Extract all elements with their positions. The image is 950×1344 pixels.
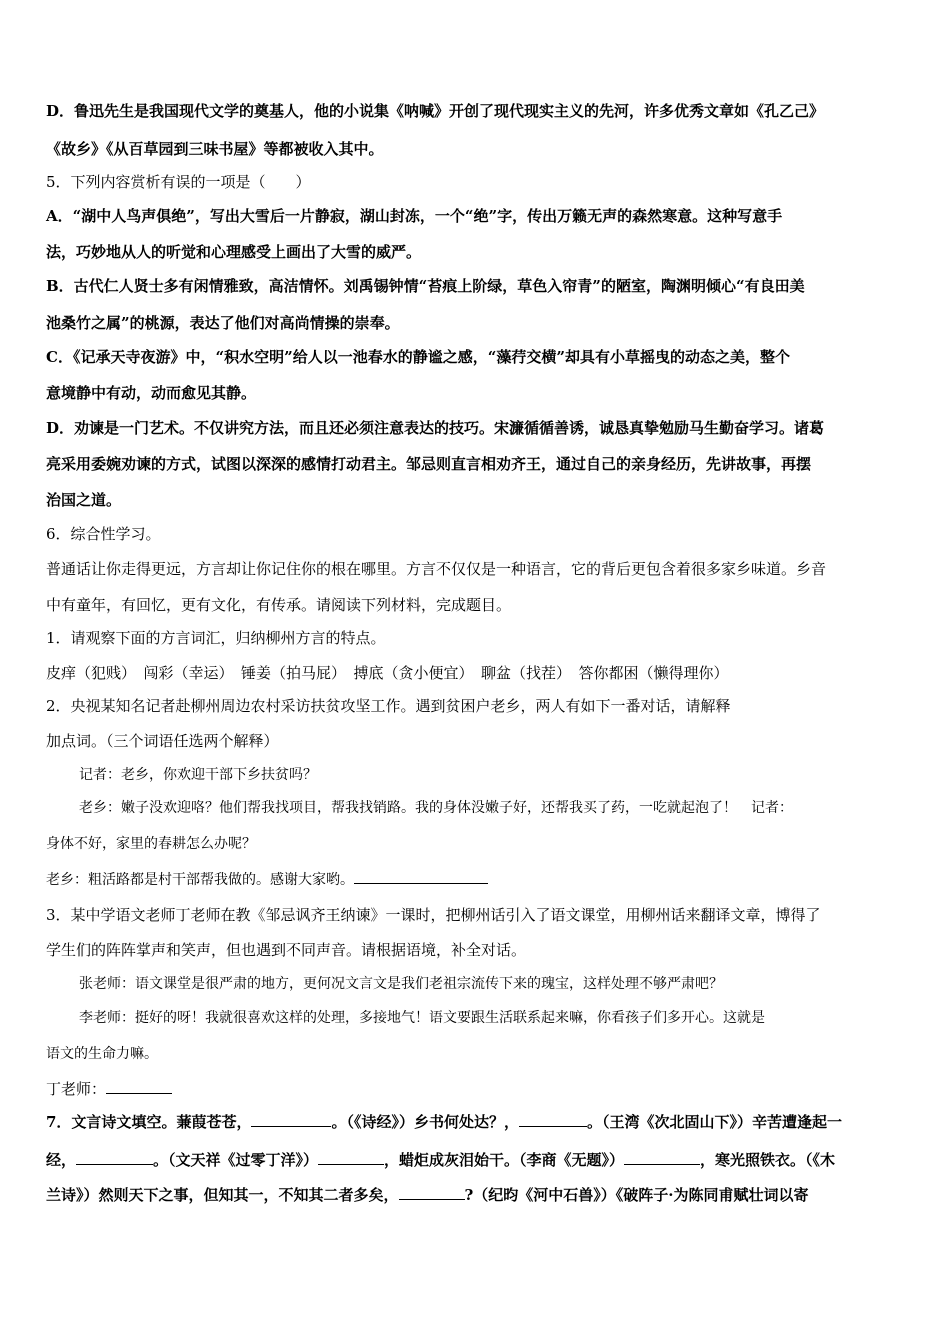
dialogue-villager-1: 老乡：嫩子没欢迎咯？他们帮我找项目，帮我找销路。我的身体没嫩子好，还帮我买了药，一吃就起泡了！ 记者：	[79, 800, 793, 816]
q7-text: 经，	[46, 1151, 77, 1169]
answer-blank[interactable]	[106, 1079, 172, 1094]
q6-sub2-line-2: 加点词。（三个词语任选两个解释）	[46, 732, 279, 750]
q6-sub3-line-1: 3．某中学语文老师丁老师在教《邹忌讽齐王纳谏》一课时，把柳州话引入了语文课堂，用柳州话来翻译文章，博得了	[46, 906, 821, 924]
question-5-title: 5．下列内容赏析有误的一项是（ ）	[46, 173, 311, 191]
q5-option-d-line-2: 亮采用委婉劝谏的方式，试图以深深的感情打动君主。邹忌则直言相劝齐王，通过自己的亲身经历，先讲故事，再摆	[46, 455, 812, 473]
q7-text: ，蜡炬成灰泪始干。（李商《无题》）	[384, 1151, 625, 1169]
q5-option-c-line-1: C．《记承天寺夜游》中，“积水空明”给人以一池春水的静谧之感，“藻荇交横”却具有小草摇曳的动态之美，整个	[46, 348, 790, 366]
q6-dialect-words: 皮痒（犯贱） 闯彩（幸运） 锤姜（拍马屁） 搏底（贪小便宜） 聊盆（找茬） 答你都困（懒得理你）	[46, 664, 729, 682]
option-d-line-1: D．鲁迅先生是我国现代文学的奠基人，他的小说集《呐喊》开创了现代现实主义的先河，许多优秀文章如《孔乙己》	[46, 102, 825, 120]
answer-blank[interactable]	[624, 1150, 700, 1165]
q5-option-d-line-3: 治国之道。	[46, 491, 122, 509]
q5-option-a-line-1: A．“湖中人鸟声俱绝”，写出大雪后一片静寂，湖山封冻，一个“绝”字，传出万籁无声的森然寒意。这种写意手	[46, 207, 783, 225]
q7-text: 。（王湾《次北固山下》）辛苦遭逢起一	[586, 1113, 842, 1131]
answer-blank[interactable]	[318, 1150, 384, 1165]
q5-option-a-line-2: 法，巧妙地从人的听觉和心理感受上画出了大雪的威严。	[46, 243, 422, 261]
q5-option-b-line-1: B．古代仁人贤士多有闲情雅致，高洁情怀。刘禹锡钟情“苔痕上阶绿，草色入帘青”的陋室，陶渊明倾心“有良田美	[46, 277, 805, 295]
q5-option-b-line-2: 池桑竹之属”的桃源，表达了他们对高尚情操的崇奉。	[46, 314, 400, 332]
question-7-line-1	[46, 1112, 842, 1132]
answer-blank[interactable]	[251, 1112, 331, 1127]
q6-sub3-line-2: 学生们的阵阵掌声和笑声，但也遇到不同声音。请根据语境，补全对话。	[46, 941, 527, 959]
q6-intro-line-2: 中有童年，有回忆，更有文化，有传承。请阅读下列材料，完成题目。	[46, 596, 512, 614]
dialogue-villager-2	[46, 869, 488, 890]
question-7-line-3	[46, 1185, 809, 1205]
answer-blank[interactable]	[399, 1185, 465, 1200]
dialogue-teacher-zhang: 张老师：语文课堂是很严肃的地方，更何况文言文是我们老祖宗流传下来的瑰宝，这样处理不够严肃吧？	[79, 976, 723, 992]
q7-text: 。（《诗经》）乡书何处达？，	[331, 1113, 519, 1131]
q6-sub1: 1．请观察下面的方言词汇，归纳柳州方言的特点。	[46, 629, 386, 647]
dialogue-teacher-ding	[46, 1079, 172, 1099]
dialogue-teacher-li-line-1: 李老师：挺好的呀！我就很喜欢这样的处理，多接地气！语文要跟生活联系起来嘛，你看孩子们多开心。这就是	[79, 1010, 765, 1026]
answer-blank[interactable]	[354, 869, 488, 884]
question-7-line-2	[46, 1150, 835, 1170]
q7-text: ?（纪昀《河中石兽》）《破阵子·为陈同甫赋壮词以寄	[464, 1186, 809, 1204]
dialogue-teacher-ding-label: 丁老师：	[46, 1080, 107, 1098]
answer-blank[interactable]	[519, 1112, 587, 1127]
q5-option-d-line-1: D．劝谏是一门艺术。不仅讲究方法，而且还必须注意表达的技巧。宋濂循循善诱，诚恳真挚勉励马生勤奋学习。诸葛	[46, 419, 825, 437]
dialogue-villager-2-text: 老乡：粗活路都是村干部帮我做的。感谢大家哟。	[46, 872, 354, 888]
q7-text: ，寒光照铁衣。（《木	[700, 1151, 836, 1169]
q6-intro-line-1: 普通话让你走得更远，方言却让你记住你的根在哪里。方言不仅仅是一种语言，它的背后更包含着很多家乡味道。乡音	[46, 560, 827, 578]
dialogue-teacher-li-line-2: 语文的生命力嘛。	[46, 1046, 158, 1062]
dialogue-reporter-2: 身体不好，家里的春耕怎么办呢？	[46, 836, 256, 852]
dialogue-reporter-1: 记者：老乡，你欢迎干部下乡扶贫吗？	[79, 767, 317, 783]
q5-option-c-line-2: 意境静中有动，动而愈见其静。	[46, 384, 257, 402]
q7-text: 。（文天祥《过零丁洋》）	[153, 1151, 319, 1169]
option-d-line-2: 《故乡》《从百草园到三味书屋》等都被收入其中。	[46, 140, 384, 158]
q7-text: 7．文言诗文填空。蒹葭苍苍，	[46, 1113, 252, 1131]
q7-text: 兰诗》）然则天下之事，但知其一，不知其二者多矣，	[46, 1186, 399, 1204]
answer-blank[interactable]	[76, 1150, 153, 1165]
question-6-title: 6．综合性学习。	[46, 525, 161, 543]
q6-sub2-line-1: 2．央视某知名记者赴柳州周边农村采访扶贫攻坚工作。遇到贫困户老乡，两人有如下一番对话，请解释	[46, 697, 731, 715]
